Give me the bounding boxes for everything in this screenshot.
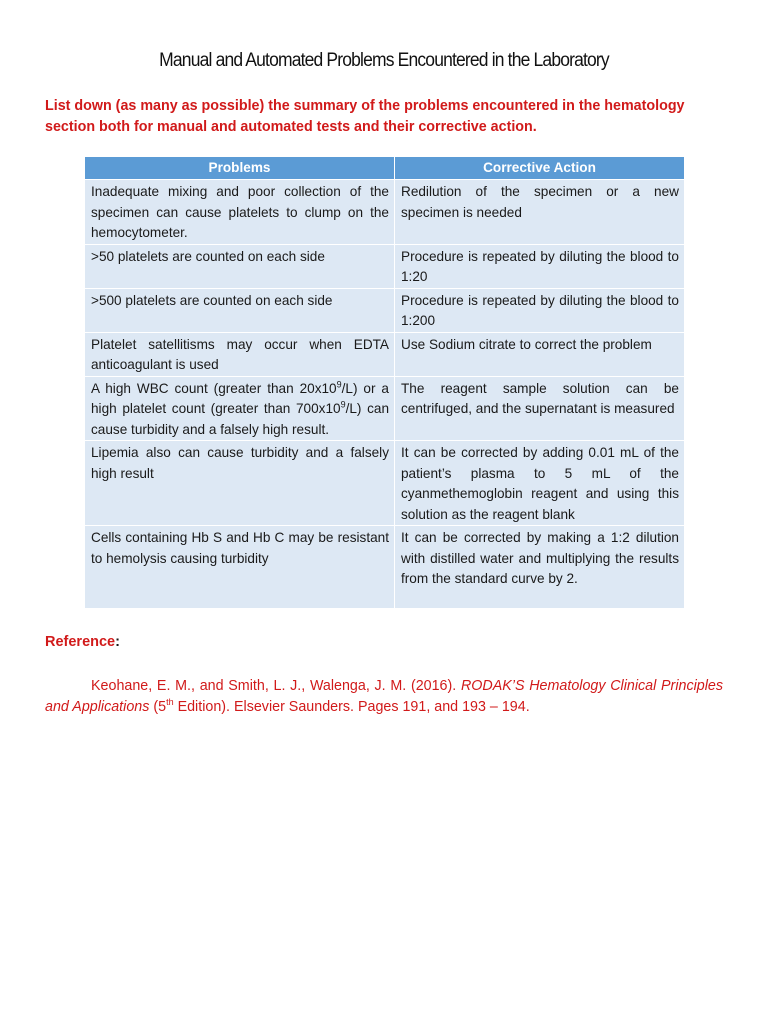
problem-cell: Cells containing Hb S and Hb C may be resistant to hemolysis causing turbidity <box>85 526 395 609</box>
problem-cell: Lipemia also can cause turbidity and a falsely high result <box>85 441 395 526</box>
reference-heading <box>45 634 120 650</box>
problem-text: /L) can cause turbidity and a falsely high result. <box>91 401 390 437</box>
problem-cell: >50 platelets are counted on each side <box>85 244 395 288</box>
table-row <box>85 244 685 288</box>
problem-cell: Platelet satellitisms may occur when EDTA anticoagulant is used <box>85 332 395 376</box>
citation-authors: Keohane, E. M., and Smith, L. J., Walenga, J. M. (2016). <box>91 678 461 694</box>
table-row <box>85 441 685 526</box>
table-row <box>85 332 685 376</box>
document-title: Manual and Automated Problems Encountered in the Laboratory <box>159 50 609 71</box>
reference-label: Reference <box>45 634 116 650</box>
problem-cell: >500 platelets are counted on each side <box>85 288 395 332</box>
header-problems: Problems <box>85 157 395 180</box>
table-row <box>85 376 685 441</box>
header-corrective-action: Corrective Action <box>395 157 685 180</box>
action-cell: It can be corrected by adding 0.01 mL of the patient’s plasma to 5 mL of the cyanmethemoglobin reagent and using this solution as the reagent blank <box>395 441 685 526</box>
superscript: 9 <box>340 399 346 410</box>
reference-citation <box>45 676 723 718</box>
table-header-row <box>85 157 685 180</box>
superscript: 9 <box>336 378 342 389</box>
problem-cell <box>85 376 395 441</box>
reference-colon: : <box>115 634 120 650</box>
problem-cell: Inadequate mixing and poor collection of the specimen can cause platelets to clump on the hemocytometer. <box>85 180 395 245</box>
action-cell: The reagent sample solution can be centrifuged, and the supernatant is measured <box>395 376 685 441</box>
problems-table <box>84 156 685 609</box>
action-cell: Procedure is repeated by diluting the blood to 1:200 <box>395 288 685 332</box>
citation-book-title: RODAK’S Hematology Clinical Principles and Applications <box>45 678 724 715</box>
action-cell: It can be corrected by making a 1:2 dilution with distilled water and multiplying the results from the standard curve by 2. <box>395 526 685 609</box>
action-cell: Redilution of the specimen or a new specimen is needed <box>395 180 685 245</box>
action-cell: Procedure is repeated by diluting the blood to 1:20 <box>395 244 685 288</box>
table-row <box>85 526 685 609</box>
citation-edition-prefix: (5 <box>149 699 167 715</box>
problem-text: A high WBC count (greater than 20x10 <box>91 380 337 396</box>
problem-text: /L) or a high platelet count (greater than 700x10 <box>91 380 389 416</box>
citation-edition-suffix: Edition). Elsevier Saunders. Pages 191, and 193 – 194. <box>173 699 530 715</box>
action-cell: Use Sodium citrate to correct the problem <box>395 332 685 376</box>
table-row <box>85 180 685 245</box>
table-row <box>85 288 685 332</box>
citation-edition-superscript: th <box>166 697 174 708</box>
instruction-text: List down (as many as possible) the summary of the problems encountered in the hematology section both for manual and automated tests and their corrective action. <box>45 98 685 135</box>
